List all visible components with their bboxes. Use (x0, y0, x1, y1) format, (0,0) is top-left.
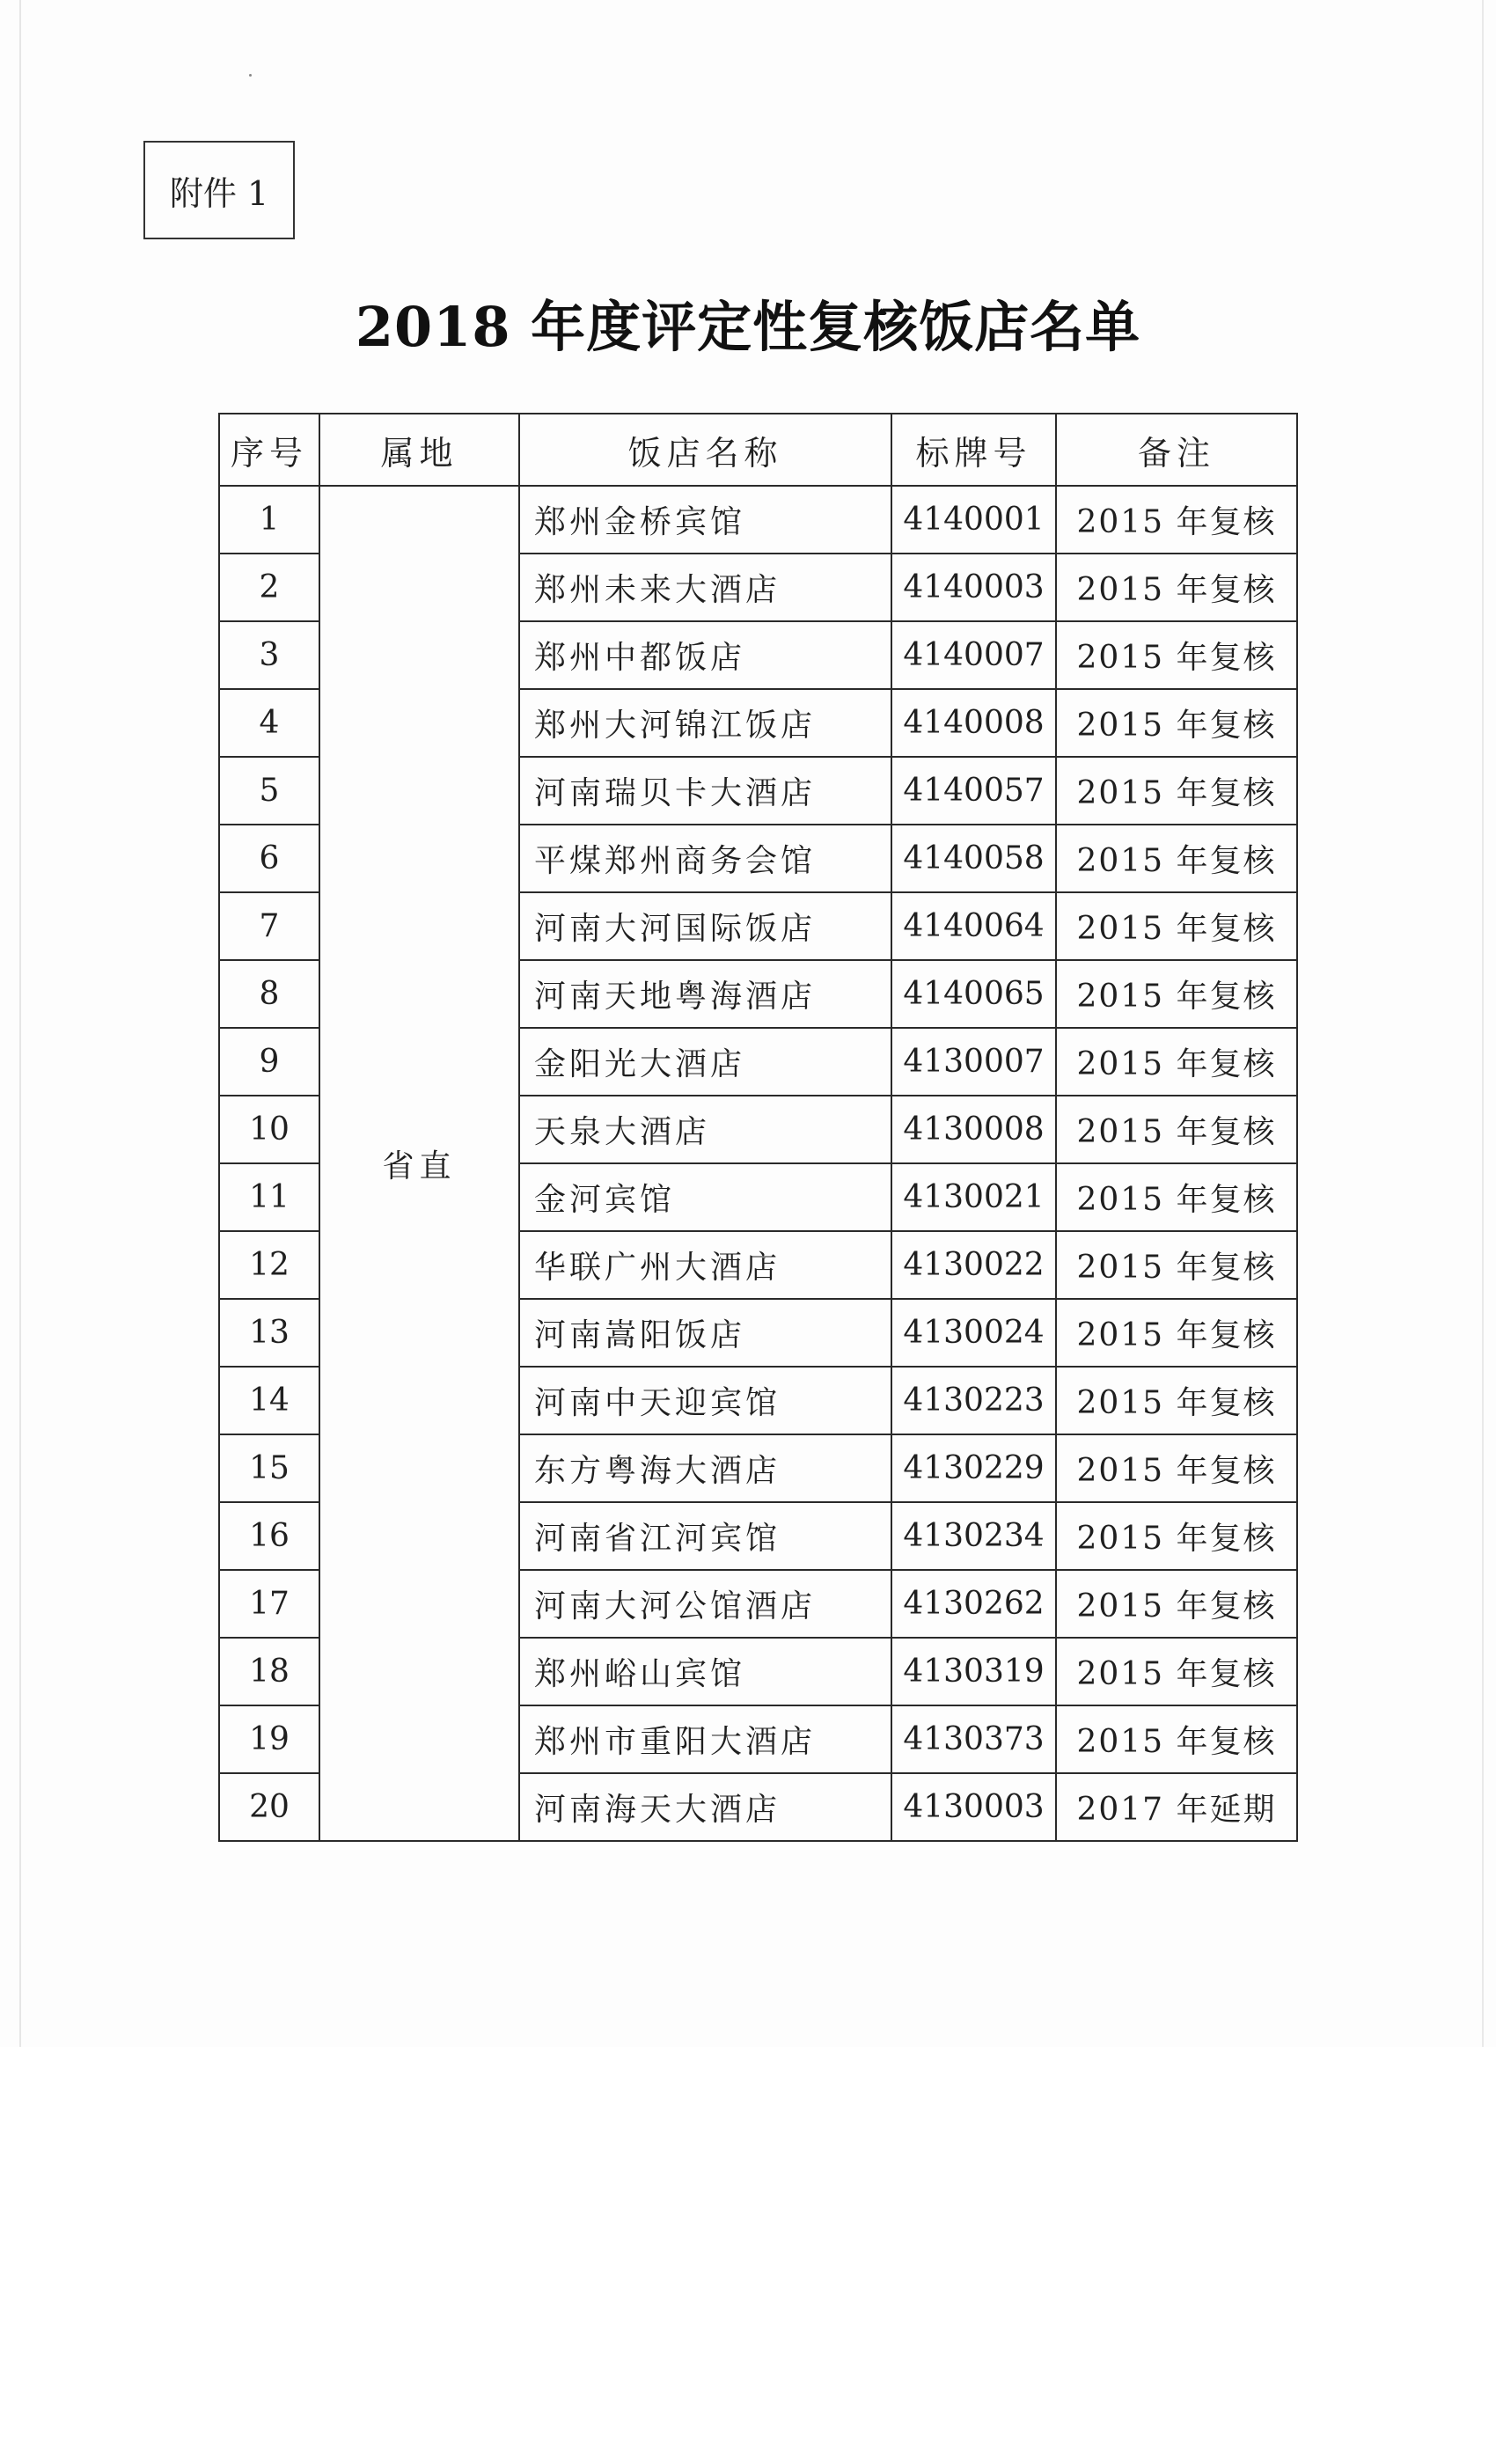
row-note: 2015 年复核 (1056, 1705, 1297, 1773)
row-note: 2015 年复核 (1056, 689, 1297, 757)
hotel-name: 河南海天大酒店 (519, 1773, 891, 1841)
plate-number: 4130262 (891, 1570, 1056, 1638)
header-name: 饭店名称 (519, 414, 891, 486)
hotel-name: 郑州大河锦江饭店 (519, 689, 891, 757)
hotel-name: 平煤郑州商务会馆 (519, 825, 891, 892)
plate-number: 4140057 (891, 757, 1056, 825)
plate-number: 4140003 (891, 554, 1056, 621)
plate-number: 4130022 (891, 1231, 1056, 1299)
row-index: 1 (219, 486, 319, 554)
plate-number: 4140064 (891, 892, 1056, 960)
hotel-list-table (218, 413, 1298, 1842)
hotel-name: 郑州市重阳大酒店 (519, 1705, 891, 1773)
row-note: 2015 年复核 (1056, 825, 1297, 892)
row-index: 8 (219, 960, 319, 1028)
plate-number: 4130007 (891, 1028, 1056, 1096)
plate-number: 4130024 (891, 1299, 1056, 1367)
header-index: 序号 (219, 414, 319, 486)
row-index: 5 (219, 757, 319, 825)
row-note: 2015 年复核 (1056, 486, 1297, 554)
row-note: 2015 年复核 (1056, 1163, 1297, 1231)
header-plate: 标牌号 (891, 414, 1056, 486)
plate-number: 4140065 (891, 960, 1056, 1028)
region-cell: 省直 (319, 486, 519, 1841)
plate-number: 4130223 (891, 1367, 1056, 1434)
plate-number: 4140058 (891, 825, 1056, 892)
row-index: 15 (219, 1434, 319, 1502)
plate-number: 4140008 (891, 689, 1056, 757)
table-row (219, 486, 1297, 554)
hotel-name: 金河宾馆 (519, 1163, 891, 1231)
row-index: 12 (219, 1231, 319, 1299)
plate-number: 4140007 (891, 621, 1056, 689)
row-index: 3 (219, 621, 319, 689)
row-index: 14 (219, 1367, 319, 1434)
plate-number: 4130003 (891, 1773, 1056, 1841)
row-index: 13 (219, 1299, 319, 1367)
row-index: 6 (219, 825, 319, 892)
row-note: 2017 年延期 (1056, 1773, 1297, 1841)
attachment-label-box (143, 141, 295, 239)
header-note: 备注 (1056, 414, 1297, 486)
row-index: 9 (219, 1028, 319, 1096)
row-note: 2015 年复核 (1056, 1638, 1297, 1705)
hotel-name: 河南天地粤海酒店 (519, 960, 891, 1028)
hotel-name: 河南省江河宾馆 (519, 1502, 891, 1570)
plate-number: 4130319 (891, 1638, 1056, 1705)
hotel-name: 天泉大酒店 (519, 1096, 891, 1163)
row-index: 17 (219, 1570, 319, 1638)
row-index: 4 (219, 689, 319, 757)
scan-speck (249, 74, 252, 77)
row-note: 2015 年复核 (1056, 554, 1297, 621)
hotel-name: 河南大河国际饭店 (519, 892, 891, 960)
hotel-name: 郑州金桥宾馆 (519, 486, 891, 554)
row-note: 2015 年复核 (1056, 1367, 1297, 1434)
row-index: 18 (219, 1638, 319, 1705)
plate-number: 4130229 (891, 1434, 1056, 1502)
row-note: 2015 年复核 (1056, 1231, 1297, 1299)
header-region: 属地 (319, 414, 519, 486)
row-index: 7 (219, 892, 319, 960)
row-index: 16 (219, 1502, 319, 1570)
hotel-name: 郑州峪山宾馆 (519, 1638, 891, 1705)
row-note: 2015 年复核 (1056, 1502, 1297, 1570)
plate-number: 4130373 (891, 1705, 1056, 1773)
row-index: 2 (219, 554, 319, 621)
hotel-name: 河南瑞贝卡大酒店 (519, 757, 891, 825)
hotel-name: 金阳光大酒店 (519, 1028, 891, 1096)
row-index: 20 (219, 1773, 319, 1841)
row-note: 2015 年复核 (1056, 1434, 1297, 1502)
row-note: 2015 年复核 (1056, 1299, 1297, 1367)
document-title: 2018 年度评定性复核饭店名单 (355, 295, 1141, 359)
attachment-label: 附件 1 (169, 173, 269, 213)
row-note: 2015 年复核 (1056, 960, 1297, 1028)
row-index: 11 (219, 1163, 319, 1231)
hotel-name: 郑州中都饭店 (519, 621, 891, 689)
plate-number: 4130234 (891, 1502, 1056, 1570)
plate-number: 4130008 (891, 1096, 1056, 1163)
hotel-name: 河南嵩阳饭店 (519, 1299, 891, 1367)
hotel-name: 东方粤海大酒店 (519, 1434, 891, 1502)
row-note: 2015 年复核 (1056, 1028, 1297, 1096)
hotel-name: 河南中天迎宾馆 (519, 1367, 891, 1434)
row-note: 2015 年复核 (1056, 1570, 1297, 1638)
row-index: 10 (219, 1096, 319, 1163)
row-note: 2015 年复核 (1056, 621, 1297, 689)
plate-number: 4130021 (891, 1163, 1056, 1231)
hotel-name: 郑州未来大酒店 (519, 554, 891, 621)
table-body (219, 486, 1297, 1841)
row-index: 19 (219, 1705, 319, 1773)
hotel-name: 华联广州大酒店 (519, 1231, 891, 1299)
hotel-name: 河南大河公馆酒店 (519, 1570, 891, 1638)
row-note: 2015 年复核 (1056, 892, 1297, 960)
row-note: 2015 年复核 (1056, 757, 1297, 825)
plate-number: 4140001 (891, 486, 1056, 554)
table-header-row (219, 414, 1297, 486)
row-note: 2015 年复核 (1056, 1096, 1297, 1163)
